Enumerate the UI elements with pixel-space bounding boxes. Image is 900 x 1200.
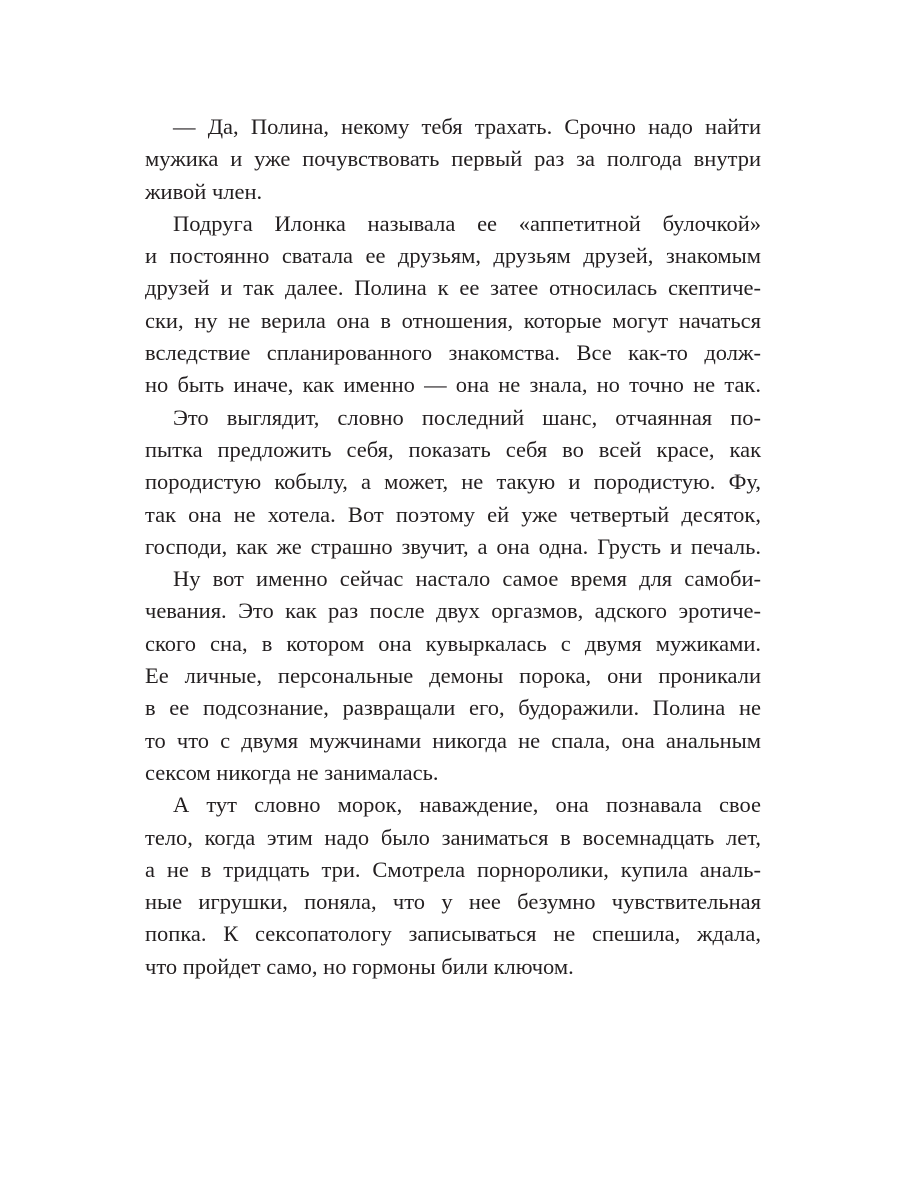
- text-line: Подруга Илонка называла ее «аппетитной булочкой»: [173, 210, 761, 236]
- text-line: живой член.: [145, 178, 263, 204]
- paragraph: [145, 402, 761, 563]
- text-line: друзей и так далее. Полина к ее затее относилась скептиче-: [145, 275, 761, 301]
- paragraph: [145, 208, 761, 402]
- text-line: а не в тридцать три. Смотрела порноролики, купила аналь-: [145, 856, 761, 882]
- text-line: но быть иначе, как именно — она не знала, но точно не так.: [145, 372, 761, 398]
- text-line: вследствие спланированного знакомства. Все как-то долж-: [145, 340, 761, 366]
- text-line: сексом никогда не занималась.: [145, 759, 439, 785]
- text-line: господи, как же страшно звучит, а она одна. Грусть и печаль.: [145, 533, 761, 559]
- text-line: в ее подсознание, развращали его, будоражили. Полина не: [145, 695, 761, 721]
- text-line: чевания. Это как раз после двух оргазмов, адского эротиче-: [145, 598, 761, 624]
- text-line: то что с двумя мужчинами никогда не спала, она анальным: [145, 727, 761, 753]
- text-line: пытка предложить себя, показать себя во всей красе, как: [145, 436, 761, 462]
- text-line: — Да, Полина, некому тебя трахать. Срочно надо найти: [173, 114, 761, 139]
- text-line: так она не хотела. Вот поэтому ей уже четвертый десяток,: [145, 501, 761, 527]
- paragraph: [145, 563, 761, 789]
- text-line: ского сна, в котором она кувыркалась с двумя мужиками.: [145, 630, 761, 656]
- page-body: [145, 111, 761, 983]
- text-line: попка. К сексопатологу записываться не спешила, ждала,: [145, 921, 761, 947]
- paragraph: [145, 111, 761, 208]
- paragraph: [145, 789, 761, 983]
- text-line: мужика и уже почувствовать первый раз за полгода внутри: [145, 146, 761, 172]
- text-line: А тут словно морок, наваждение, она познавала свое: [173, 792, 761, 818]
- text-line: и постоянно сватала ее друзьям, друзьям друзей, знакомым: [145, 243, 761, 269]
- text-line: ски, ну не верила она в отношения, которые могут начаться: [145, 307, 761, 333]
- text-line: Это выглядит, словно последний шанс, отчаянная по-: [173, 404, 761, 430]
- text-line: тело, когда этим надо было заниматься в восемнадцать лет,: [145, 824, 761, 850]
- text-line: Ее личные, персональные демоны порока, они проникали: [145, 663, 761, 689]
- text-line: породистую кобылу, а может, не такую и породистую. Фу,: [145, 469, 761, 495]
- text-line: что пройдет само, но гормоны били ключом.: [145, 953, 574, 979]
- text-line: ные игрушки, поняла, что у нее безумно чувствительная: [145, 889, 761, 915]
- text-line: Ну вот именно сейчас настало самое время для самоби-: [173, 566, 761, 592]
